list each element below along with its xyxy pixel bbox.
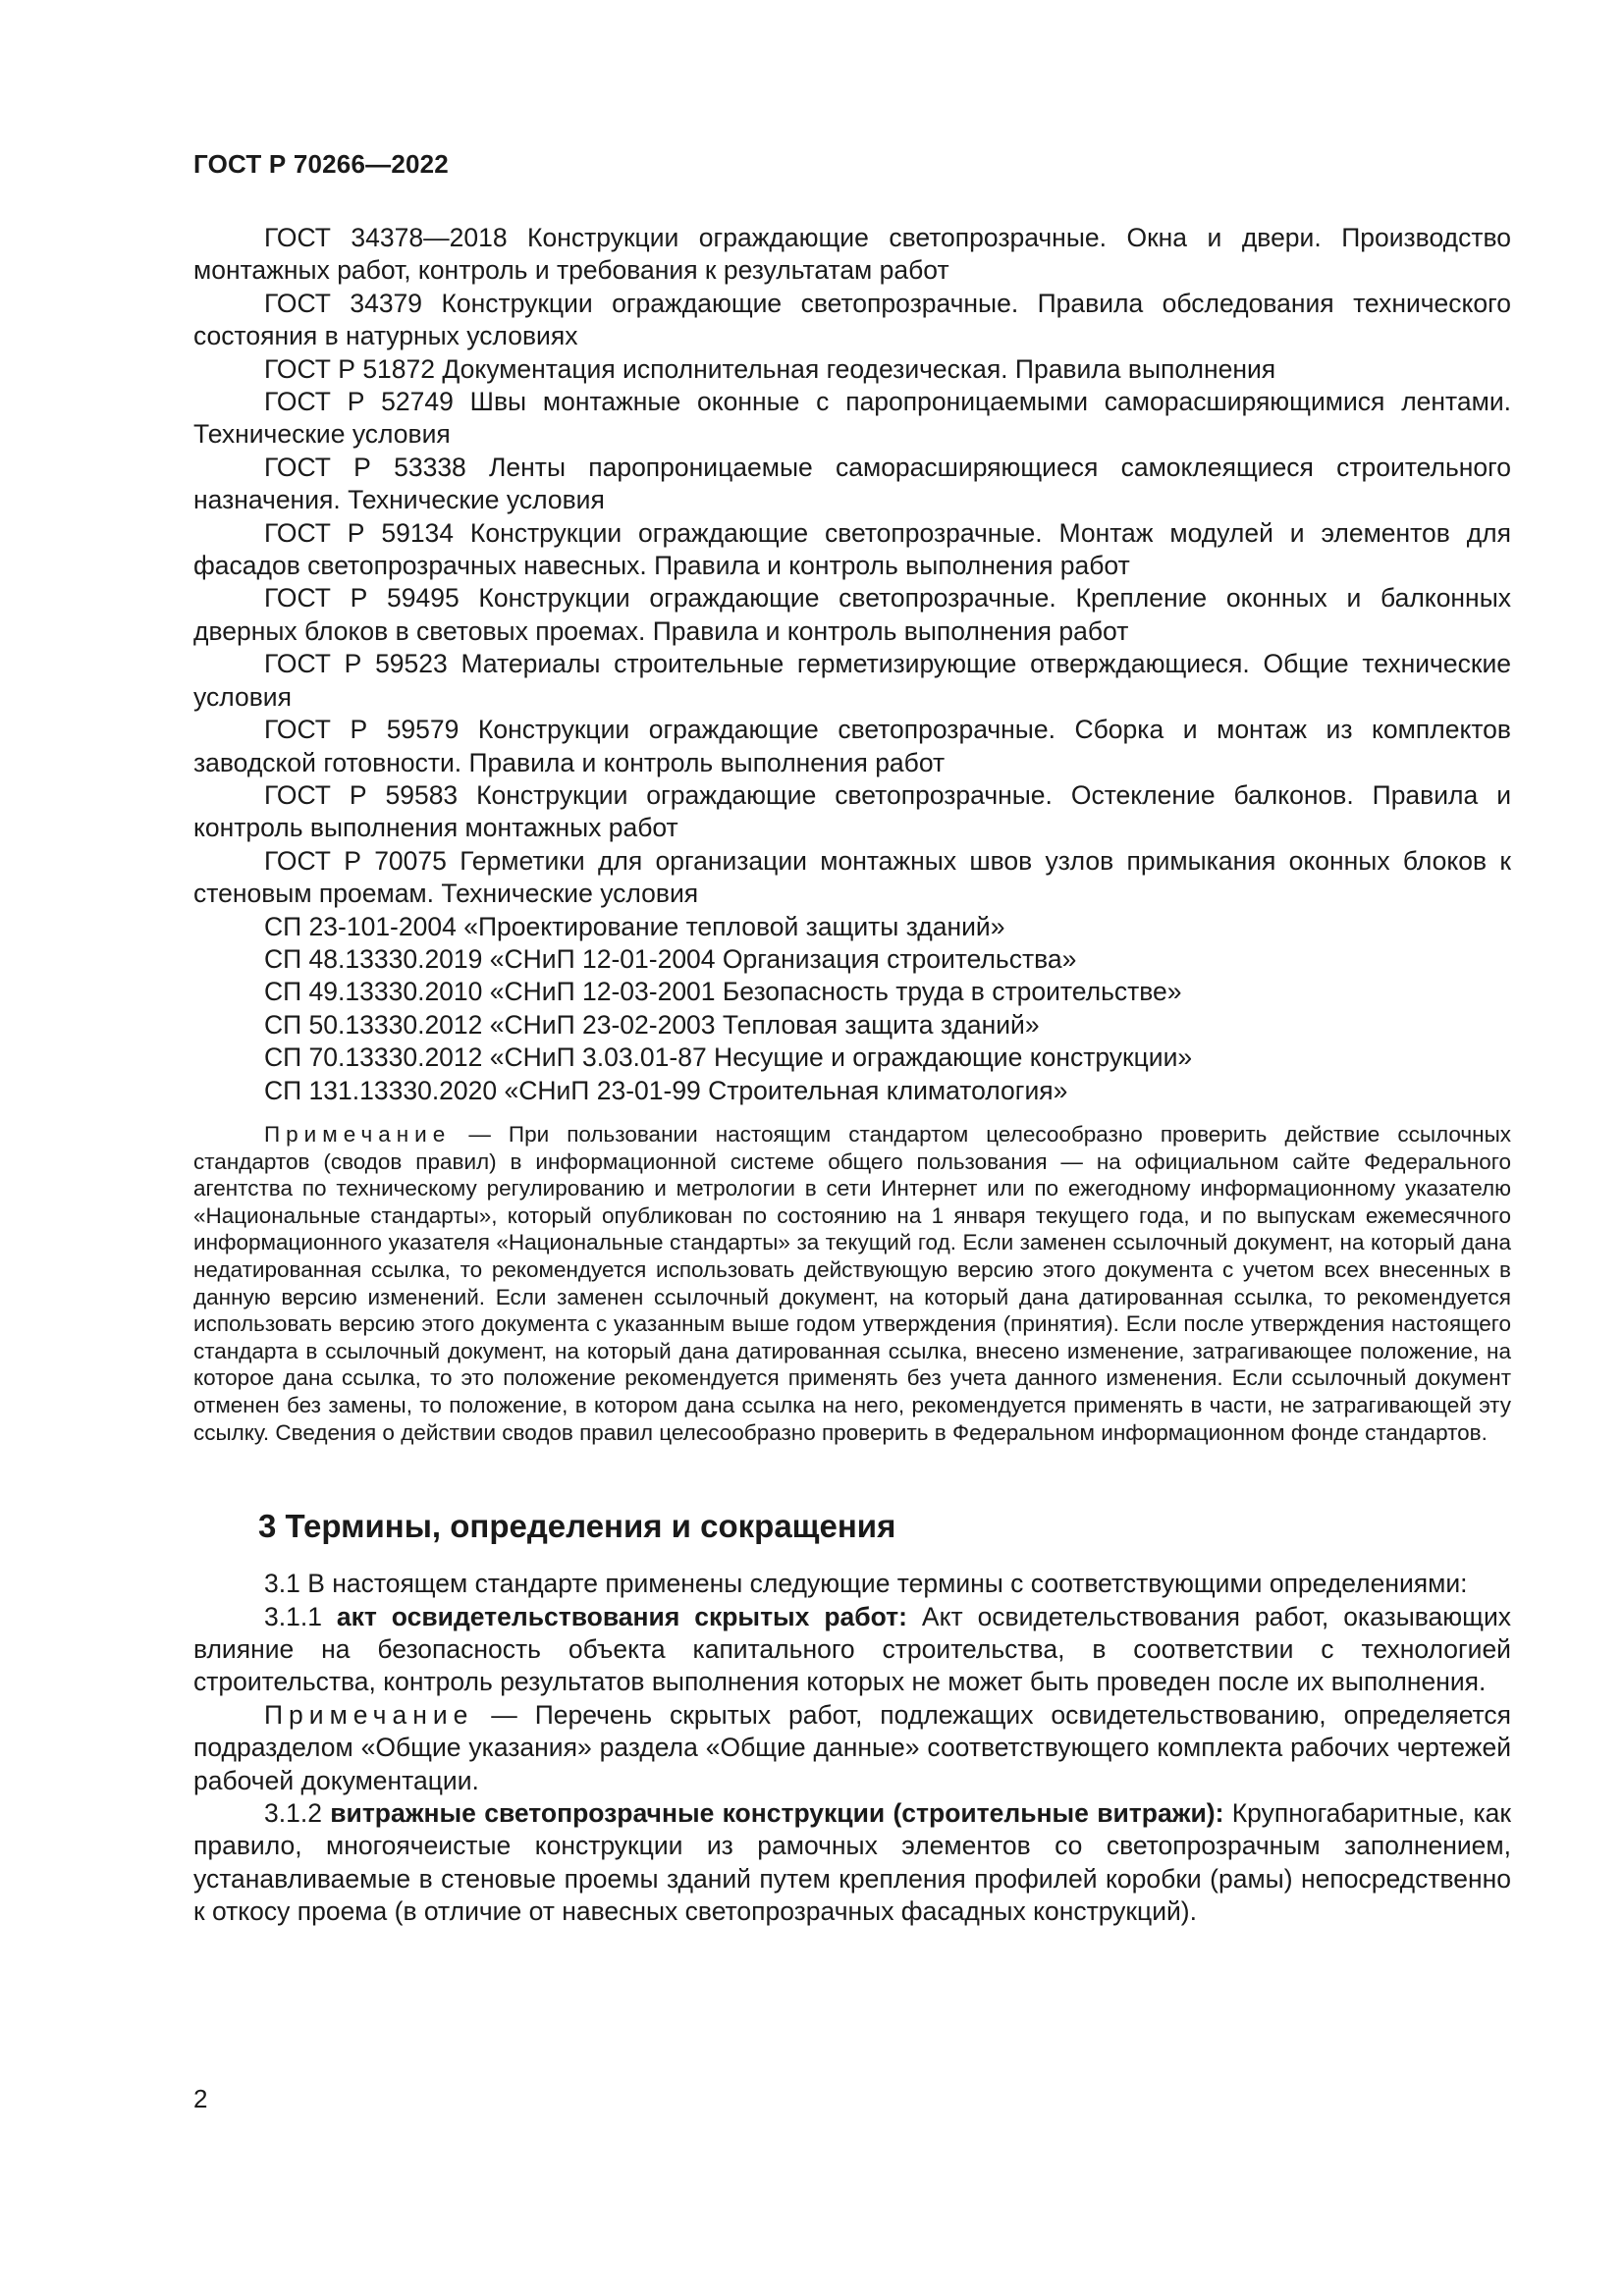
term-number: 3.1.2: [264, 1797, 331, 1828]
code-of-practice-item: СП 49.13330.2010 «СНиП 12-03-2001 Безопасность труда в строительстве»: [264, 977, 1182, 1007]
code-of-practice-item: СП 48.13330.2019 «СНиП 12-01-2004 Организация строительства»: [264, 943, 1077, 974]
term-name: витражные светопрозрачные конструкции (строительные витражи):: [330, 1797, 1224, 1828]
reference-item: ГОСТ Р 59134 Конструкции ограждающие светопрозрачные. Монтаж модулей и элементов для фасадов светопрозрачных навесных. Правила и контроль выполнения работ: [193, 517, 1511, 581]
section-heading: 3 Термины, определения и сокращения: [258, 1508, 896, 1545]
note-label: Примечание: [264, 1121, 452, 1147]
code-of-practice-item: СП 70.13330.2012 «СНиП 3.03.01-87 Несущие и ограждающие конструкции»: [264, 1042, 1193, 1073]
code-of-practice-item: СП 131.13330.2020 «СНиП 23-01-99 Строительная климатология»: [264, 1075, 1068, 1105]
note-text: — При пользовании настоящим стандартом целесообразно проверить действие ссылочных стандартов (сводов правил) в информационной системе общего пользования — на официальном сайте Федерального агентства по техническому регулированию и метрологии в сети Интернет или по ежегодному информационному указателю «Национальные стандарты», который опубликован по состоянию на 1 января текущего года, и по выпускам ежемесячного информационного указателя «Национальные стандарты» за текущий год. Если заменен ссылочный документ, на который дана недатированная ссылка, то рекомендуется использовать действующую версию этого документа с учетом всех внесенных в данную версию изменений. Если заменен ссылочный документ, на который дана датированная ссылка, то рекомендуется использовать версию этого документа с указанным выше годом утверждения (принятия). Если после утверждения настоящего стандарта в ссылочный документ, на который дана датированная ссылка, внесено изменение, затрагивающее положение, на которое дана ссылка, то это положение рекомендуется применять без учета данного изменения. Если ссылочный документ отменен без замены, то положение, в котором дана ссылка на него, рекомендуется применять в части, не затрагивающей эту ссылку. Сведения о действии сводов правил целесообразно проверить в Федеральном информационном фонде стандартов.: [193, 1121, 1511, 1445]
reference-item: ГОСТ Р 59583 Конструкции ограждающие светопрозрачные. Остекление балконов. Правила и контроль выполнения монтажных работ: [193, 779, 1511, 843]
reference-item: ГОСТ 34378—2018 Конструкции ограждающие светопрозрачные. Окна и двери. Производство монтажных работ, контроль и требования к результатам работ: [193, 223, 1511, 286]
term-number: 3.1.1: [264, 1601, 337, 1631]
term-note: [193, 1699, 1511, 1797]
term-definition: [193, 1601, 1511, 1699]
reference-item: ГОСТ Р 59579 Конструкции ограждающие светопрозрачные. Сборка и монтаж из комплектов заводской готовности. Правила и контроль выполнения работ: [193, 715, 1511, 777]
page-content: [193, 222, 1511, 1929]
note-text: — Перечень скрытых работ, подлежащих освидетельствованию, определяется подразделом «Общие указания» раздела «Общие данные» соответствующего комплекта рабочих чертежей рабочей документации.: [193, 1699, 1511, 1795]
reference-item: ГОСТ Р 51872 Документация исполнительная геодезическая. Правила выполнения: [264, 353, 1276, 384]
reference-item: ГОСТ Р 70075 Герметики для организации монтажных швов узлов примыкания оконных блоков к стеновым проемам. Технические условия: [193, 845, 1511, 909]
term-text: Крупногабаритные, как правило, многоячеистые конструкции из рамочных элементов со светопрозрачным заполнением, устанавливаемые в стеновые проемы зданий путем крепления профилей коробки (рамы) непосредственно к откосу проема (в отличие от навесных светопрозрачных фасадных конструкций).: [193, 1797, 1511, 1927]
terms-section: [193, 1568, 1511, 1928]
code-of-practice-item: СП 23-101-2004 «Проектирование тепловой защиты зданий»: [264, 911, 1005, 941]
reference-item: ГОСТ Р 53338 Ленты паропроницаемые саморасширяющиеся самоклеящиеся строительного назначения. Технические условия: [193, 452, 1511, 515]
reference-item: ГОСТ 34379 Конструкции ограждающие светопрозрачные. Правила обследования технического состояния в натурных условиях: [193, 288, 1511, 351]
term-definition: [193, 1797, 1511, 1929]
document-header-title: ГОСТ Р 70266—2022: [193, 149, 449, 179]
references-note: [193, 1121, 1511, 1446]
term-text: Акт освидетельствования работ, оказывающих влияние на безопасность объекта капитального строительства, в соответствии с технологией строительства, контроль результатов выполнения которых не может быть проведен после их выполнения.: [193, 1601, 1511, 1697]
page-number: 2: [193, 2084, 208, 2113]
term-name: акт освидетельствования скрытых работ:: [336, 1601, 907, 1631]
code-of-practice-item: СП 50.13330.2012 «СНиП 23-02-2003 Тепловая защита зданий»: [264, 1009, 1040, 1040]
terms-intro: 3.1 В настоящем стандарте применены следующие термины с соответствующими определениями:: [264, 1569, 1468, 1599]
reference-item: ГОСТ Р 59495 Конструкции ограждающие светопрозрачные. Крепление оконных и балконных дверных блоков в световых проемах. Правила и контроль выполнения работ: [193, 583, 1511, 646]
normative-references-list: [193, 222, 1511, 1107]
reference-item: ГОСТ Р 52749 Швы монтажные оконные с паропроницаемыми саморасширяющимися лентами. Технические условия: [193, 387, 1511, 450]
note-label: Примечание: [264, 1699, 474, 1730]
reference-item: ГОСТ Р 59523 Материалы строительные герметизирующие отверждающиеся. Общие технические условия: [193, 649, 1511, 712]
